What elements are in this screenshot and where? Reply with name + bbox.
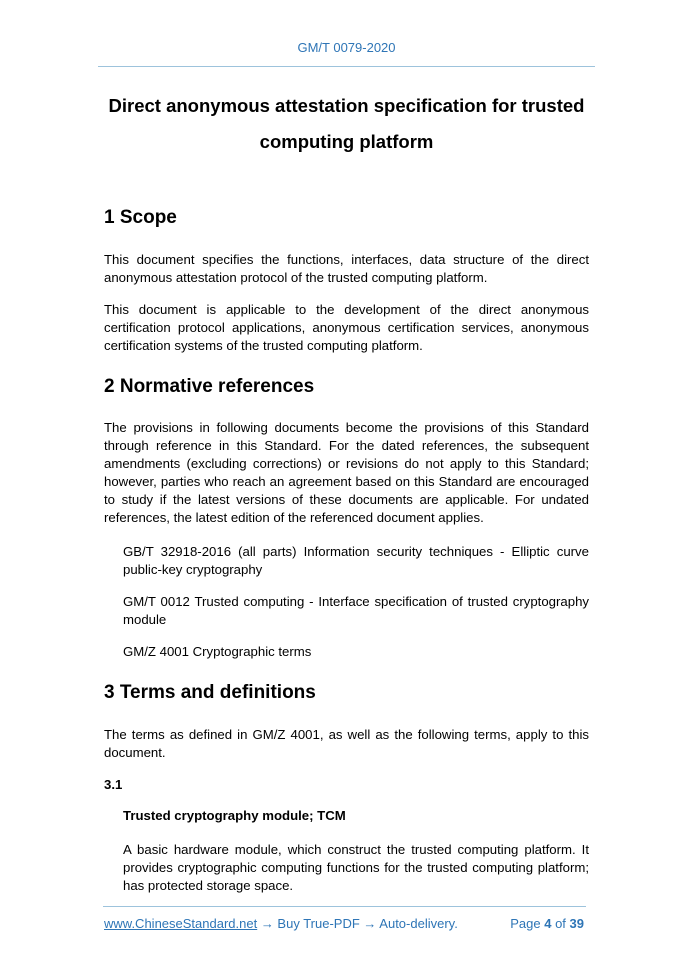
title-line-2: computing platform <box>259 131 434 152</box>
standard-code-header: GM/T 0079-2020 <box>297 40 396 55</box>
term-name: Trusted cryptography module; TCM <box>123 808 346 823</box>
of-label: of <box>555 916 566 931</box>
total-pages-number: 39 <box>569 916 584 931</box>
section-heading-scope: 1 Scope <box>104 207 177 228</box>
section-heading-terms-and-definitions: 3 Terms and definitions <box>104 682 316 703</box>
page-label: Page <box>510 916 541 931</box>
title-line-1: Direct anonymous attestation specification for trusted <box>108 95 585 116</box>
reference-item: GM/Z 4001 Cryptographic terms <box>123 644 312 659</box>
normative-references-paragraph: The provisions in following documents become the provisions of this Standard through reference in this Standard. For the dated references, the subsequent amendments (excluding corrections) or revisions do not apply to this Standard; however, parties who reach an agreement based on this Standard are encouraged to study if the latest versions of these documents are applicable. For undated references, the latest edition of the referenced document applies. <box>104 420 589 525</box>
page-footer <box>104 916 586 931</box>
reference-item: GB/T 32918-2016 (all parts) Information security techniques - Elliptic curve public-key cryptography <box>123 544 589 577</box>
term-definition: A basic hardware module, which construct the trusted computing platform. It provides cryptographic computing functions for the trusted computing platform; has protected storage space. <box>123 842 589 893</box>
scope-paragraph-1: This document specifies the functions, interfaces, data structure of the direct anonymous attestation protocol of the trusted computing platform. <box>104 252 589 285</box>
page-indicator <box>510 916 584 931</box>
footer-promo-text: → Buy True-PDF → Auto-delivery. <box>257 916 458 931</box>
reference-item: GM/T 0012 Trusted computing - Interface specification of trusted cryptography module <box>123 594 589 627</box>
scope-paragraph-2: This document is applicable to the development of the direct anonymous certification protocol applications, anonymous certification services, anonymous certification systems of the trusted computing platform. <box>104 302 589 353</box>
current-page-number: 4 <box>544 916 552 931</box>
section-heading-normative-references: 2 Normative references <box>104 376 315 397</box>
chinese-standard-link[interactable]: www.ChineseStandard.net <box>104 916 258 931</box>
terms-intro-paragraph: The terms as defined in GM/Z 4001, as well as the following terms, apply to this document. <box>104 727 589 760</box>
document-title <box>90 88 603 160</box>
footer-divider <box>103 906 586 907</box>
term-number: 3.1 <box>104 777 123 792</box>
header-divider <box>98 66 595 67</box>
